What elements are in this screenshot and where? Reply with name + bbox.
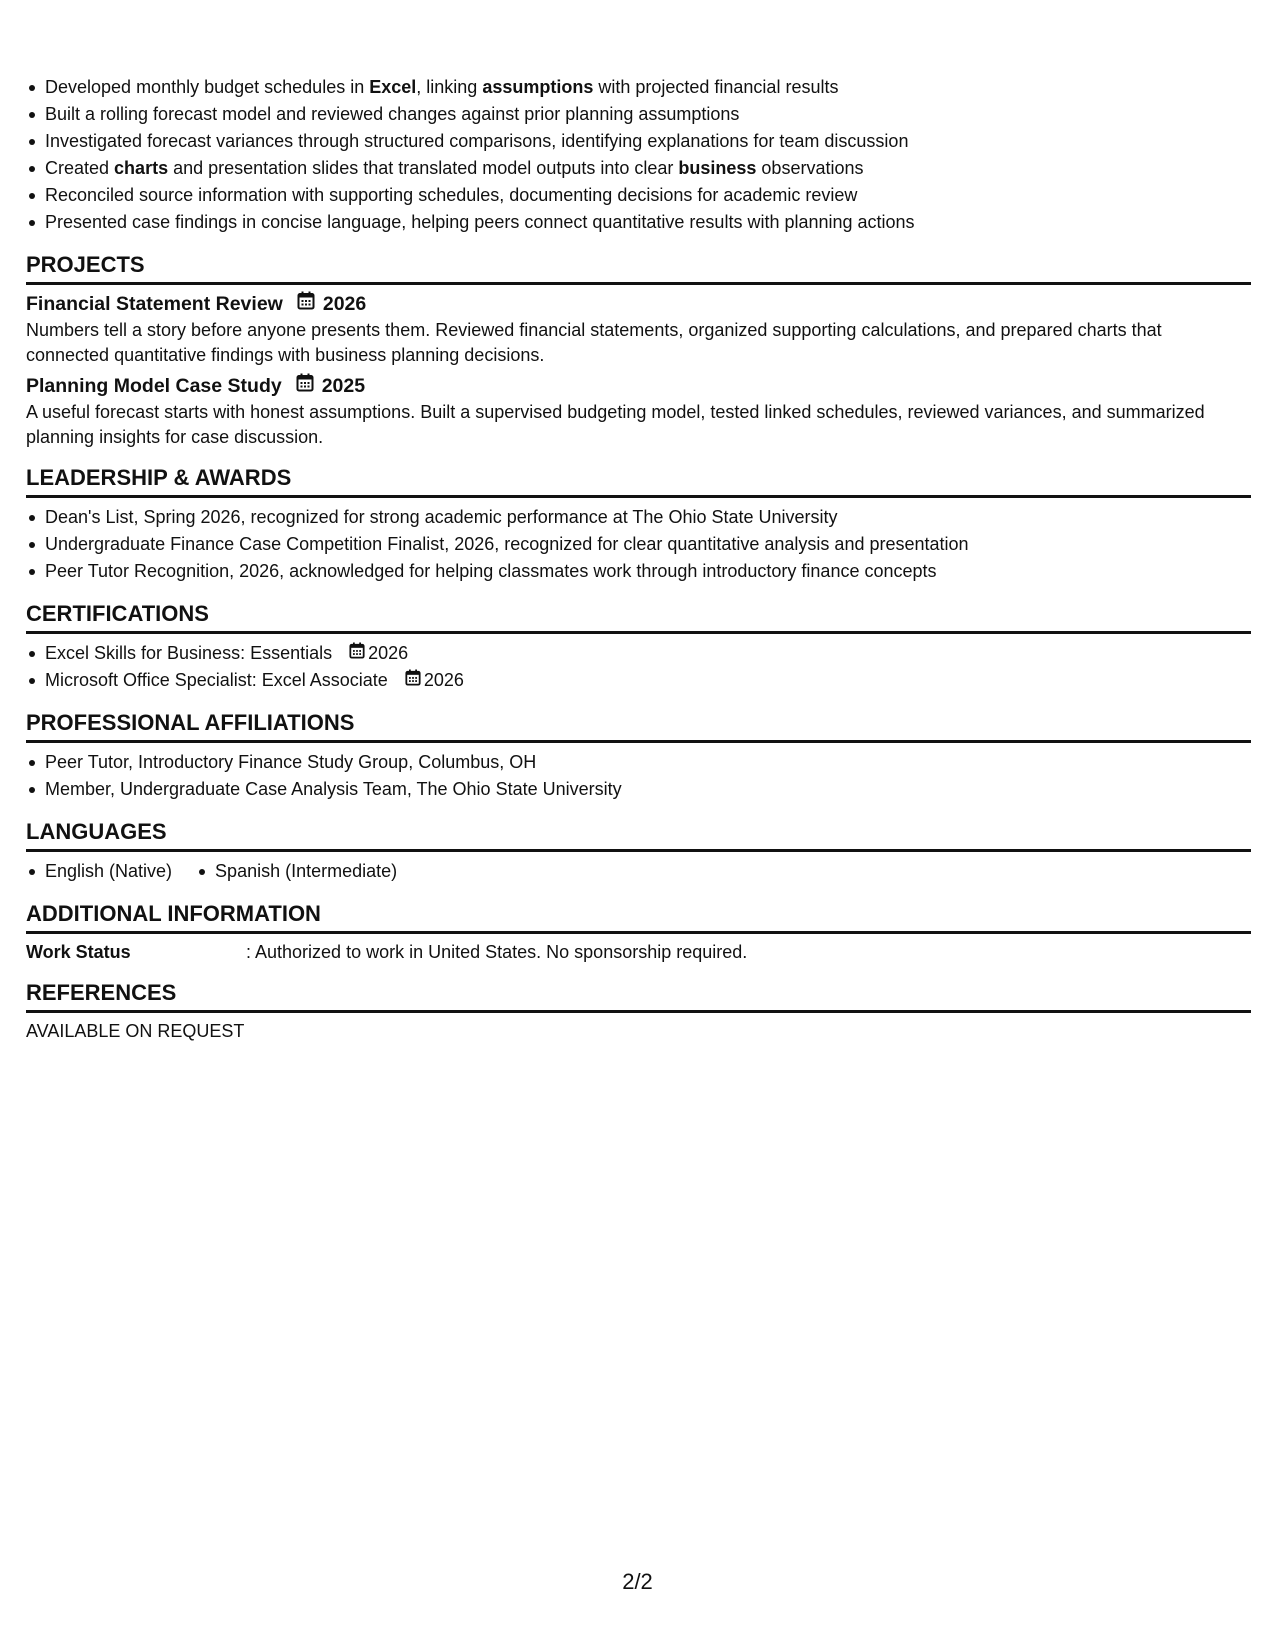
calendar-icon bbox=[405, 667, 421, 694]
affiliation-item: Peer Tutor, Introductory Finance Study Group, Columbus, OH bbox=[45, 749, 1251, 776]
project-title: Financial Statement Review bbox=[26, 293, 283, 315]
project-entry bbox=[26, 373, 1251, 449]
project-description: A useful forecast starts with honest assumptions. Built a supervised budgeting model, tested linked schedules, reviewed variances, and summarized planning insights for case discussion. bbox=[26, 402, 1205, 447]
leadership-list bbox=[26, 504, 1251, 585]
affiliation-item: Member, Undergraduate Case Analysis Team, The Ohio State University bbox=[45, 776, 1251, 803]
calendar-icon bbox=[349, 640, 365, 667]
certification-item bbox=[45, 667, 1251, 694]
experience-bullet bbox=[45, 128, 1251, 155]
references-heading: REFERENCES bbox=[26, 979, 1251, 1013]
resume-page-2 bbox=[26, 74, 1251, 1043]
bullet-text: Developed monthly budget schedules in bbox=[45, 77, 370, 97]
additional-info-heading: ADDITIONAL INFORMATION bbox=[26, 900, 1251, 934]
experience-bullet bbox=[45, 182, 1251, 209]
project-title-row bbox=[26, 291, 1251, 318]
bullet-text: observations bbox=[756, 158, 864, 178]
bullet-text: Built a rolling forecast model and reviewed changes against prior planning assumptions bbox=[45, 104, 740, 124]
bullet-keyword: Excel bbox=[369, 77, 417, 97]
bullet-text: Created bbox=[45, 158, 115, 178]
bullet-text: and presentation slides that translated model outputs into clear bbox=[168, 158, 679, 178]
bullet-text: Presented case findings in concise language, helping peers connect quantitative results with planning actions bbox=[45, 212, 915, 232]
certifications-heading: CERTIFICATIONS bbox=[26, 600, 1251, 634]
languages-list bbox=[26, 858, 1251, 885]
project-title-row bbox=[26, 373, 1251, 400]
affiliations-list bbox=[26, 749, 1251, 803]
certification-date bbox=[349, 640, 408, 667]
work-status-label: Work Status bbox=[26, 942, 131, 962]
certification-name: Excel Skills for Business: Essentials bbox=[45, 643, 333, 663]
bullet-keyword: assumptions bbox=[482, 77, 594, 97]
leadership-item: Peer Tutor Recognition, 2026, acknowledged for helping classmates work through introductory finance concepts bbox=[45, 558, 1251, 585]
references-text: AVAILABLE ON REQUEST bbox=[26, 1021, 245, 1041]
bullet-keyword: charts bbox=[114, 158, 169, 178]
work-status-row bbox=[26, 940, 1251, 964]
experience-bullet bbox=[45, 209, 1251, 236]
languages-heading: LANGUAGES bbox=[26, 818, 1251, 852]
experience-bullet bbox=[45, 74, 1251, 101]
language-item: English (Native) bbox=[45, 858, 172, 885]
project-entry bbox=[26, 291, 1251, 367]
projects-heading: PROJECTS bbox=[26, 251, 1251, 285]
bullet-text: Reconciled source information with supporting schedules, documenting decisions for academic review bbox=[45, 185, 858, 205]
calendar-icon bbox=[297, 291, 315, 318]
certification-name: Microsoft Office Specialist: Excel Associate bbox=[45, 670, 388, 690]
certifications-list bbox=[26, 640, 1251, 694]
project-title: Planning Model Case Study bbox=[26, 375, 282, 397]
affiliations-heading: PROFESSIONAL AFFILIATIONS bbox=[26, 709, 1251, 743]
experience-bullet bbox=[45, 155, 1251, 182]
bullet-text: , linking bbox=[416, 77, 483, 97]
certification-date bbox=[405, 667, 464, 694]
bullet-text: Investigated forecast variances through structured comparisons, identifying explanations for team discussion bbox=[45, 131, 909, 151]
certification-item bbox=[45, 640, 1251, 667]
calendar-icon bbox=[296, 373, 314, 400]
project-year: 2026 bbox=[322, 293, 367, 315]
experience-bullet bbox=[45, 101, 1251, 128]
language-item: Spanish (Intermediate) bbox=[215, 858, 397, 885]
bullet-keyword: business bbox=[678, 158, 757, 178]
project-description: Numbers tell a story before anyone presents them. Reviewed financial statements, organized supporting calculations, and prepared charts that connected quantitative findings with business planning decisions. bbox=[26, 320, 1162, 365]
leadership-item: Dean's List, Spring 2026, recognized for strong academic performance at The Ohio State University bbox=[45, 504, 1251, 531]
certification-year: 2026 bbox=[423, 670, 464, 690]
project-year: 2025 bbox=[321, 375, 366, 397]
bullet-text: with projected financial results bbox=[593, 77, 839, 97]
certification-year: 2026 bbox=[368, 643, 409, 663]
work-status-value: : Authorized to work in United States. No sponsorship required. bbox=[246, 942, 748, 962]
leadership-heading: LEADERSHIP & AWARDS bbox=[26, 464, 1251, 498]
leadership-item: Undergraduate Finance Case Competition Finalist, 2026, recognized for clear quantitative analysis and presentation bbox=[45, 531, 1251, 558]
page-number: 2/2 bbox=[622, 1569, 653, 1594]
experience-bullet-list bbox=[26, 74, 1251, 236]
